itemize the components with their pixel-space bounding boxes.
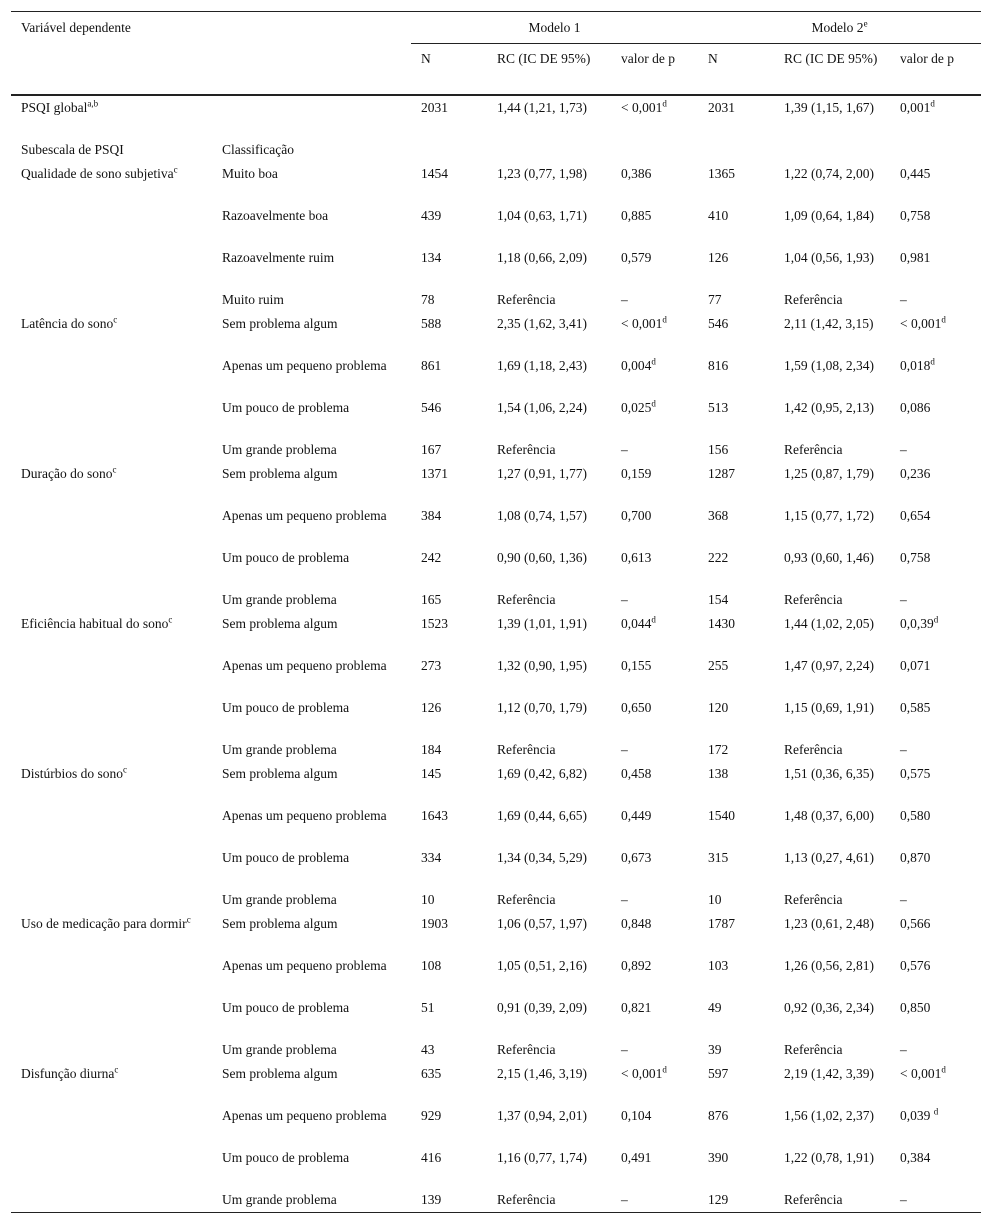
cell-rc2: 1,51 (0,36, 6,35) (784, 766, 874, 781)
cell-classification: Apenas um pequeno problema (222, 958, 387, 973)
cell-n1: 184 (421, 742, 442, 757)
cell-p1: 0,892 (621, 958, 652, 973)
cell-classification: Um pouco de problema (222, 550, 350, 565)
cell-rc2: 1,22 (0,74, 2,00) (784, 166, 874, 181)
subscale-empty (11, 696, 212, 738)
cell-p2: < 0,001$^d$ (900, 314, 946, 331)
cell-p2: 0,580 (900, 808, 931, 823)
cell-rc1: 2,35 (1,62, 3,41) (497, 316, 587, 331)
cell-rc1: 1,04 (0,63, 1,71) (497, 208, 587, 223)
cell-rc2: 1,48 (0,37, 6,00) (784, 808, 874, 823)
model1-header: Modelo 1 (411, 12, 698, 44)
table-row (11, 654, 981, 696)
cell-p1: – (611, 1188, 698, 1213)
cell-p1: 0,155 (621, 658, 652, 673)
cell-p1: 0,159 (621, 466, 652, 481)
cell-n1: 384 (421, 508, 442, 523)
table-row (11, 246, 981, 288)
subscale-empty (11, 588, 212, 612)
cell-p2: 0,039 $^d$ (900, 1106, 939, 1123)
cell-rc2: Referência (784, 742, 843, 757)
cell-n1: 51 (421, 1000, 435, 1015)
global-label: PSQI global$^{a,b}$ (21, 98, 99, 115)
cell-n2: 222 (708, 550, 729, 565)
cell-p2: 0,850 (900, 1000, 931, 1015)
cell-n2: 172 (708, 742, 729, 757)
cell-n2: 546 (708, 316, 729, 331)
subscale-empty (11, 1146, 212, 1188)
cell-rc2: Referência (774, 1188, 890, 1213)
cell-n2: 77 (708, 292, 722, 307)
cell-n1: 861 (421, 358, 442, 373)
cell-rc2: 0,93 (0,60, 1,46) (784, 550, 874, 565)
table-row (11, 1038, 981, 1062)
cell-p2: – (900, 742, 907, 757)
cell-p2: 0,001$^d$ (900, 98, 935, 115)
n-header-m1: N (411, 44, 487, 96)
table-row (11, 312, 981, 354)
cell-n2: 120 (708, 700, 729, 715)
cell-rc2: 1,22 (0,78, 1,91) (784, 1150, 874, 1165)
subscale-label: Eficiência habitual do sono$^c$ (21, 614, 173, 631)
cell-rc1: Referência (497, 1042, 556, 1057)
cell-n1: 588 (421, 316, 442, 331)
subscale-empty (11, 246, 212, 288)
cell-n1: 1371 (421, 466, 448, 481)
cell-n1: 1523 (421, 616, 448, 631)
cell-classification: Um grande problema (222, 1042, 337, 1057)
cell-rc2: 1,26 (0,56, 2,81) (784, 958, 874, 973)
cell-classification: Um grande problema (212, 1188, 411, 1213)
model2-header: Modelo 2e (698, 12, 981, 44)
table-row (11, 354, 981, 396)
cell-classification: Muito ruim (222, 292, 284, 307)
cell-p1: 0,579 (621, 250, 652, 265)
cell-p2: 0,018$^d$ (900, 356, 935, 373)
cell-classification: Um pouco de problema (222, 850, 350, 865)
cell-rc1: 1,18 (0,66, 2,09) (497, 250, 587, 265)
cell-n1: 10 (421, 892, 435, 907)
cell-p1: 0,104 (621, 1108, 652, 1123)
n-header-m2: N (698, 44, 774, 96)
cell-n1: 1454 (421, 166, 448, 181)
subscale-empty (11, 954, 212, 996)
cell-rc2: 1,13 (0,27, 4,61) (784, 850, 874, 865)
cell-n1: 126 (421, 700, 442, 715)
cell-n2: 513 (708, 400, 729, 415)
cell-n1: 416 (421, 1150, 442, 1165)
cell-n2: 156 (708, 442, 729, 457)
cell-p1: – (621, 292, 628, 307)
table-row (11, 996, 981, 1038)
cell-p2: – (900, 592, 907, 607)
cell-n2: 39 (708, 1042, 722, 1057)
subscale-empty (11, 204, 212, 246)
cell-p1: 0,449 (621, 808, 652, 823)
table-row (11, 696, 981, 738)
subscale-header: Subescala de PSQI (21, 142, 124, 157)
cell-n1: 167 (421, 442, 442, 457)
cell-classification: Um grande problema (222, 742, 337, 757)
dep-var-header: Variável dependente (11, 12, 212, 44)
table-row (11, 1104, 981, 1146)
cell-n1: 134 (421, 250, 442, 265)
cell-n1: 165 (421, 592, 442, 607)
cell-rc2: 2,11 (1,42, 3,15) (784, 316, 874, 331)
table-row (11, 288, 981, 312)
cell-rc2: 1,44 (1,02, 2,05) (784, 616, 874, 631)
cell-p2: 0,086 (900, 400, 931, 415)
cell-n2: 103 (708, 958, 729, 973)
cell-p2: 0,575 (900, 766, 931, 781)
cell-n1: 635 (421, 1066, 442, 1081)
cell-rc1: 1,54 (1,06, 2,24) (497, 400, 587, 415)
cell-p2: 0,654 (900, 508, 931, 523)
cell-p2: 0,758 (900, 550, 931, 565)
table-row (11, 588, 981, 612)
cell-rc1: Referência (497, 292, 556, 307)
table-row (11, 912, 981, 954)
cell-rc1: Referência (487, 1188, 611, 1213)
p-header-m2: valor de p (890, 44, 981, 96)
cell-p2: 0,576 (900, 958, 931, 973)
cell-rc1: 1,06 (0,57, 1,97) (497, 916, 587, 931)
cell-classification: Sem problema algum (222, 316, 338, 331)
cell-rc2: 1,15 (0,77, 1,72) (784, 508, 874, 523)
cell-p1: – (621, 892, 628, 907)
table-row (11, 738, 981, 762)
cell-rc2: Referência (784, 592, 843, 607)
cell-n2: 597 (708, 1066, 729, 1081)
results-table (11, 11, 981, 1213)
subscale-empty (11, 1104, 212, 1146)
cell-rc1: Referência (497, 892, 556, 907)
cell-n1: 273 (421, 658, 442, 673)
cell-p1: – (621, 592, 628, 607)
cell-n1: 929 (421, 1108, 442, 1123)
cell-rc1: 1,08 (0,74, 1,57) (497, 508, 587, 523)
table-row (11, 1188, 981, 1213)
cell-n2: 255 (708, 658, 729, 673)
table-row (11, 1146, 981, 1188)
cell-n1: 242 (421, 550, 442, 565)
subscale-empty (11, 888, 212, 912)
cell-n2: 10 (708, 892, 722, 907)
cell-classification: Razoavelmente boa (222, 208, 329, 223)
cell-p1: < 0,001$^d$ (621, 98, 667, 115)
cell-rc1: 2,15 (1,46, 3,19) (497, 1066, 587, 1081)
cell-classification: Um pouco de problema (222, 700, 350, 715)
subscale-empty (11, 1038, 212, 1062)
cell-classification: Sem problema algum (222, 616, 338, 631)
cell-n2: 390 (708, 1150, 729, 1165)
cell-n2: 1787 (708, 916, 735, 931)
cell-rc2: 2,19 (1,42, 3,39) (784, 1066, 874, 1081)
cell-n2: 876 (708, 1108, 729, 1123)
cell-rc1: 1,32 (0,90, 1,95) (497, 658, 587, 673)
cell-n1: 108 (421, 958, 442, 973)
cell-n2: 1365 (708, 166, 735, 181)
subscale-empty (11, 438, 212, 462)
subscale-empty (11, 1188, 212, 1213)
cell-rc2: 1,04 (0,56, 1,93) (784, 250, 874, 265)
p-header-m1: valor de p (611, 44, 698, 96)
cell-n1: 2031 (421, 100, 448, 115)
cell-rc2: 1,47 (0,97, 2,24) (784, 658, 874, 673)
cell-p2: 0,0,39$^d$ (900, 614, 939, 631)
cell-classification: Um pouco de problema (222, 1000, 350, 1015)
cell-n2: 138 (708, 766, 729, 781)
cell-p2: 0,870 (900, 850, 931, 865)
cell-n1: 1643 (421, 808, 448, 823)
cell-p1: 0,025$^d$ (621, 398, 656, 415)
cell-classification: Apenas um pequeno problema (222, 358, 387, 373)
cell-p1: 0,673 (621, 850, 652, 865)
cell-rc1: 1,37 (0,94, 2,01) (497, 1108, 587, 1123)
cell-n1: 1903 (421, 916, 448, 931)
cell-n1: 334 (421, 850, 442, 865)
subscale-empty (11, 654, 212, 696)
table-row (11, 954, 981, 996)
subscale-empty (11, 546, 212, 588)
cell-p1: < 0,001$^d$ (621, 314, 667, 331)
subscale-empty (11, 996, 212, 1038)
cell-n2: 816 (708, 358, 729, 373)
cell-classification: Um grande problema (222, 592, 337, 607)
cell-rc2: 1,15 (0,69, 1,91) (784, 700, 874, 715)
cell-p1: < 0,001$^d$ (621, 1064, 667, 1081)
cell-n2: 1430 (708, 616, 735, 631)
cell-p2: 0,445 (900, 166, 931, 181)
cell-p1: 0,491 (621, 1150, 652, 1165)
cell-n1: 546 (421, 400, 442, 415)
table-row (11, 1062, 981, 1104)
cell-rc1: 1,69 (0,42, 6,82) (497, 766, 587, 781)
cell-rc1: 1,44 (1,21, 1,73) (497, 100, 587, 115)
rc-header-m1: RC (IC DE 95%) (487, 44, 611, 96)
cell-p2: 0,236 (900, 466, 931, 481)
cell-classification: Um pouco de problema (222, 1150, 350, 1165)
rc-header-m2: RC (IC DE 95%) (774, 44, 890, 96)
cell-p2: < 0,001$^d$ (900, 1064, 946, 1081)
cell-rc2: Referência (784, 442, 843, 457)
cell-p2: 0,585 (900, 700, 931, 715)
table-row (11, 396, 981, 438)
cell-n2: 1287 (708, 466, 735, 481)
table-row (11, 546, 981, 588)
cell-rc1: 1,27 (0,91, 1,77) (497, 466, 587, 481)
cell-p1: 0,458 (621, 766, 652, 781)
cell-p1: 0,044$^d$ (621, 614, 656, 631)
cell-p2: – (890, 1188, 981, 1213)
cell-rc1: 1,39 (1,01, 1,91) (497, 616, 587, 631)
table-row (11, 504, 981, 546)
cell-n2: 2031 (708, 100, 735, 115)
cell-p1: 0,700 (621, 508, 652, 523)
cell-rc1: Referência (497, 442, 556, 457)
subscale-label: Qualidade de sono subjetiva$^c$ (21, 164, 178, 181)
cell-n1: 439 (421, 208, 442, 223)
cell-rc2: Referência (784, 292, 843, 307)
subscale-label: Latência do sono$^c$ (21, 314, 118, 331)
table-row (11, 846, 981, 888)
subscale-empty (11, 354, 212, 396)
table-row (11, 462, 981, 504)
cell-classification: Razoavelmente ruim (222, 250, 335, 265)
subscale-empty (11, 804, 212, 846)
cell-rc2: Referência (784, 892, 843, 907)
subscale-empty (11, 396, 212, 438)
subscale-empty (11, 288, 212, 312)
cell-rc2: Referência (784, 1042, 843, 1057)
cell-n2: 154 (708, 592, 729, 607)
table-row (11, 612, 981, 654)
cell-p2: 0,566 (900, 916, 931, 931)
subscale-label: Disfunção diurna$^c$ (21, 1064, 119, 1081)
cell-p1: – (621, 742, 628, 757)
cell-classification: Sem problema algum (222, 766, 338, 781)
cell-classification: Apenas um pequeno problema (222, 1108, 387, 1123)
cell-n2: 410 (708, 208, 729, 223)
table-row (11, 804, 981, 846)
cell-p2: 0,981 (900, 250, 931, 265)
cell-n1: 145 (421, 766, 442, 781)
cell-n2: 368 (708, 508, 729, 523)
cell-p2: 0,071 (900, 658, 931, 673)
cell-rc1: 1,05 (0,51, 2,16) (497, 958, 587, 973)
subscale-label: Duração do sono$^c$ (21, 464, 117, 481)
cell-classification: Um grande problema (222, 442, 337, 457)
cell-rc2: 1,39 (1,15, 1,67) (784, 100, 874, 115)
table-row (11, 438, 981, 462)
cell-n2: 49 (708, 1000, 722, 1015)
cell-rc2: 0,92 (0,36, 2,34) (784, 1000, 874, 1015)
cell-classification: Apenas um pequeno problema (222, 658, 387, 673)
table-row (11, 888, 981, 912)
cell-rc2: 1,09 (0,64, 1,84) (784, 208, 874, 223)
cell-n1: 43 (421, 1042, 435, 1057)
cell-p2: – (900, 442, 907, 457)
subheader-row (11, 138, 981, 162)
cell-rc1: Referência (497, 742, 556, 757)
cell-n1: 78 (421, 292, 435, 307)
subscale-empty (11, 846, 212, 888)
cell-p1: 0,885 (621, 208, 652, 223)
cell-rc1: 1,16 (0,77, 1,74) (497, 1150, 587, 1165)
cell-rc1: Referência (497, 592, 556, 607)
cell-rc2: 1,42 (0,95, 2,13) (784, 400, 874, 415)
cell-p1: – (621, 442, 628, 457)
subscale-label: Distúrbios do sono$^c$ (21, 764, 128, 781)
cell-n2: 126 (708, 250, 729, 265)
cell-n1: 139 (411, 1188, 487, 1213)
table-header (11, 12, 981, 96)
cell-rc1: 1,69 (1,18, 2,43) (497, 358, 587, 373)
subscale-empty (11, 504, 212, 546)
cell-p2: 0,758 (900, 208, 931, 223)
cell-rc1: 0,90 (0,60, 1,36) (497, 550, 587, 565)
cell-rc1: 1,69 (0,44, 6,65) (497, 808, 587, 823)
cell-classification: Um pouco de problema (222, 400, 350, 415)
cell-classification: Apenas um pequeno problema (222, 808, 387, 823)
cell-p2: 0,384 (900, 1150, 931, 1165)
global-row (11, 95, 981, 138)
cell-classification: Sem problema algum (222, 1066, 338, 1081)
cell-p1: 0,848 (621, 916, 652, 931)
table-row (11, 162, 981, 204)
subscale-label: Uso de medicação para dormir$^c$ (21, 914, 191, 931)
cell-p2: – (900, 292, 907, 307)
cell-classification: Um grande problema (222, 892, 337, 907)
cell-p1: 0,386 (621, 166, 652, 181)
cell-p2: – (900, 892, 907, 907)
cell-classification: Apenas um pequeno problema (222, 508, 387, 523)
cell-n2: 1540 (708, 808, 735, 823)
table-row (11, 762, 981, 804)
cell-p1: 0,613 (621, 550, 652, 565)
cell-rc1: 1,34 (0,34, 5,29) (497, 850, 587, 865)
cell-p2: – (900, 1042, 907, 1057)
table-body (11, 95, 981, 1213)
cell-rc1: 1,12 (0,70, 1,79) (497, 700, 587, 715)
cell-n2: 315 (708, 850, 729, 865)
cell-rc1: 1,23 (0,77, 1,98) (497, 166, 587, 181)
subscale-empty (11, 738, 212, 762)
cell-classification: Sem problema algum (222, 916, 338, 931)
cell-p1: 0,004$^d$ (621, 356, 656, 373)
cell-p1: – (621, 1042, 628, 1057)
cell-classification: Muito boa (222, 166, 278, 181)
cell-rc2: 1,59 (1,08, 2,34) (784, 358, 874, 373)
cell-rc2: 1,25 (0,87, 1,79) (784, 466, 874, 481)
classification-header: Classificação (222, 142, 294, 157)
cell-p1: 0,650 (621, 700, 652, 715)
cell-p1: 0,821 (621, 1000, 652, 1015)
table-row (11, 204, 981, 246)
cell-classification: Sem problema algum (222, 466, 338, 481)
cell-rc2: 1,56 (1,02, 2,37) (784, 1108, 874, 1123)
cell-rc2: 1,23 (0,61, 2,48) (784, 916, 874, 931)
cell-rc1: 0,91 (0,39, 2,09) (497, 1000, 587, 1015)
cell-n2: 129 (698, 1188, 774, 1213)
